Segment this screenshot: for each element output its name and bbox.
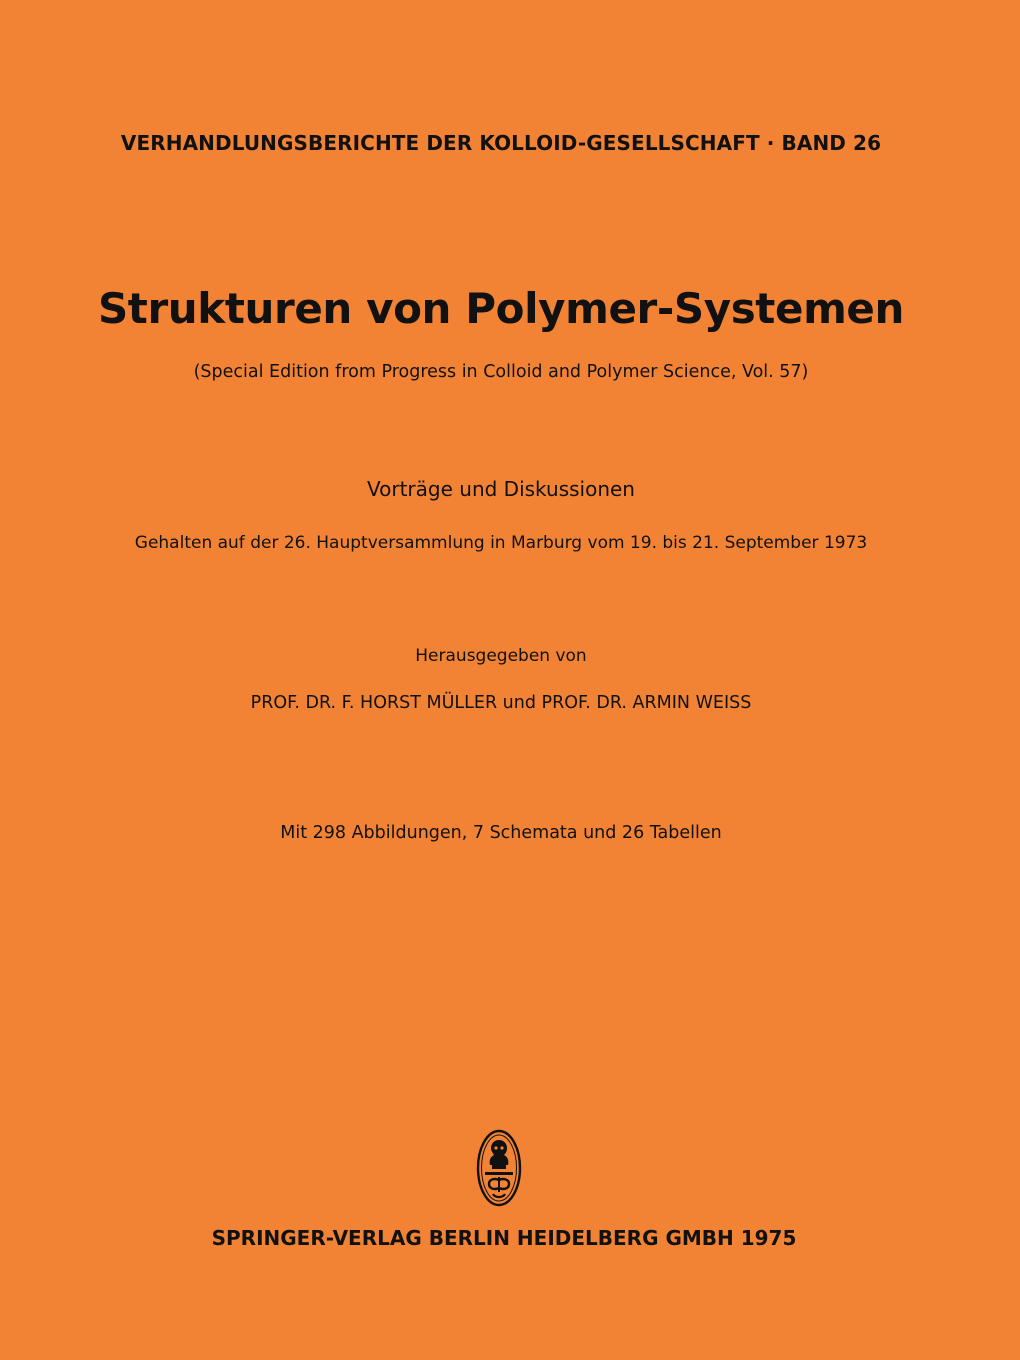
series-heading: VERHANDLUNGSBERICHTE DER KOLLOID-GESELLSCHAFT · BAND 26 [120,131,882,155]
edited-by-label: Herausgegeben von [415,646,587,666]
book-title: Strukturen von Polymer-Systemen [97,284,905,333]
figures-count-note: Mit 298 Abbildungen, 7 Schemata und 26 Tabellen [280,823,722,843]
meeting-info: Gehalten auf der 26. Hauptversammlung in Marburg vom 19. bis 21. September 1973 [134,533,868,553]
special-edition-note: (Special Edition from Progress in Colloid and Polymer Science, Vol. 57) [193,362,809,382]
publisher-imprint: SPRINGER-VERLAG BERLIN HEIDELBERG GMBH 1975 [211,1226,797,1250]
editors-names: PROF. DR. F. HORST MÜLLER und PROF. DR. ARMIN WEISS [250,693,752,713]
springer-knight-logo-icon [475,1128,523,1208]
lectures-subtitle: Vorträge und Diskussionen [367,477,635,501]
